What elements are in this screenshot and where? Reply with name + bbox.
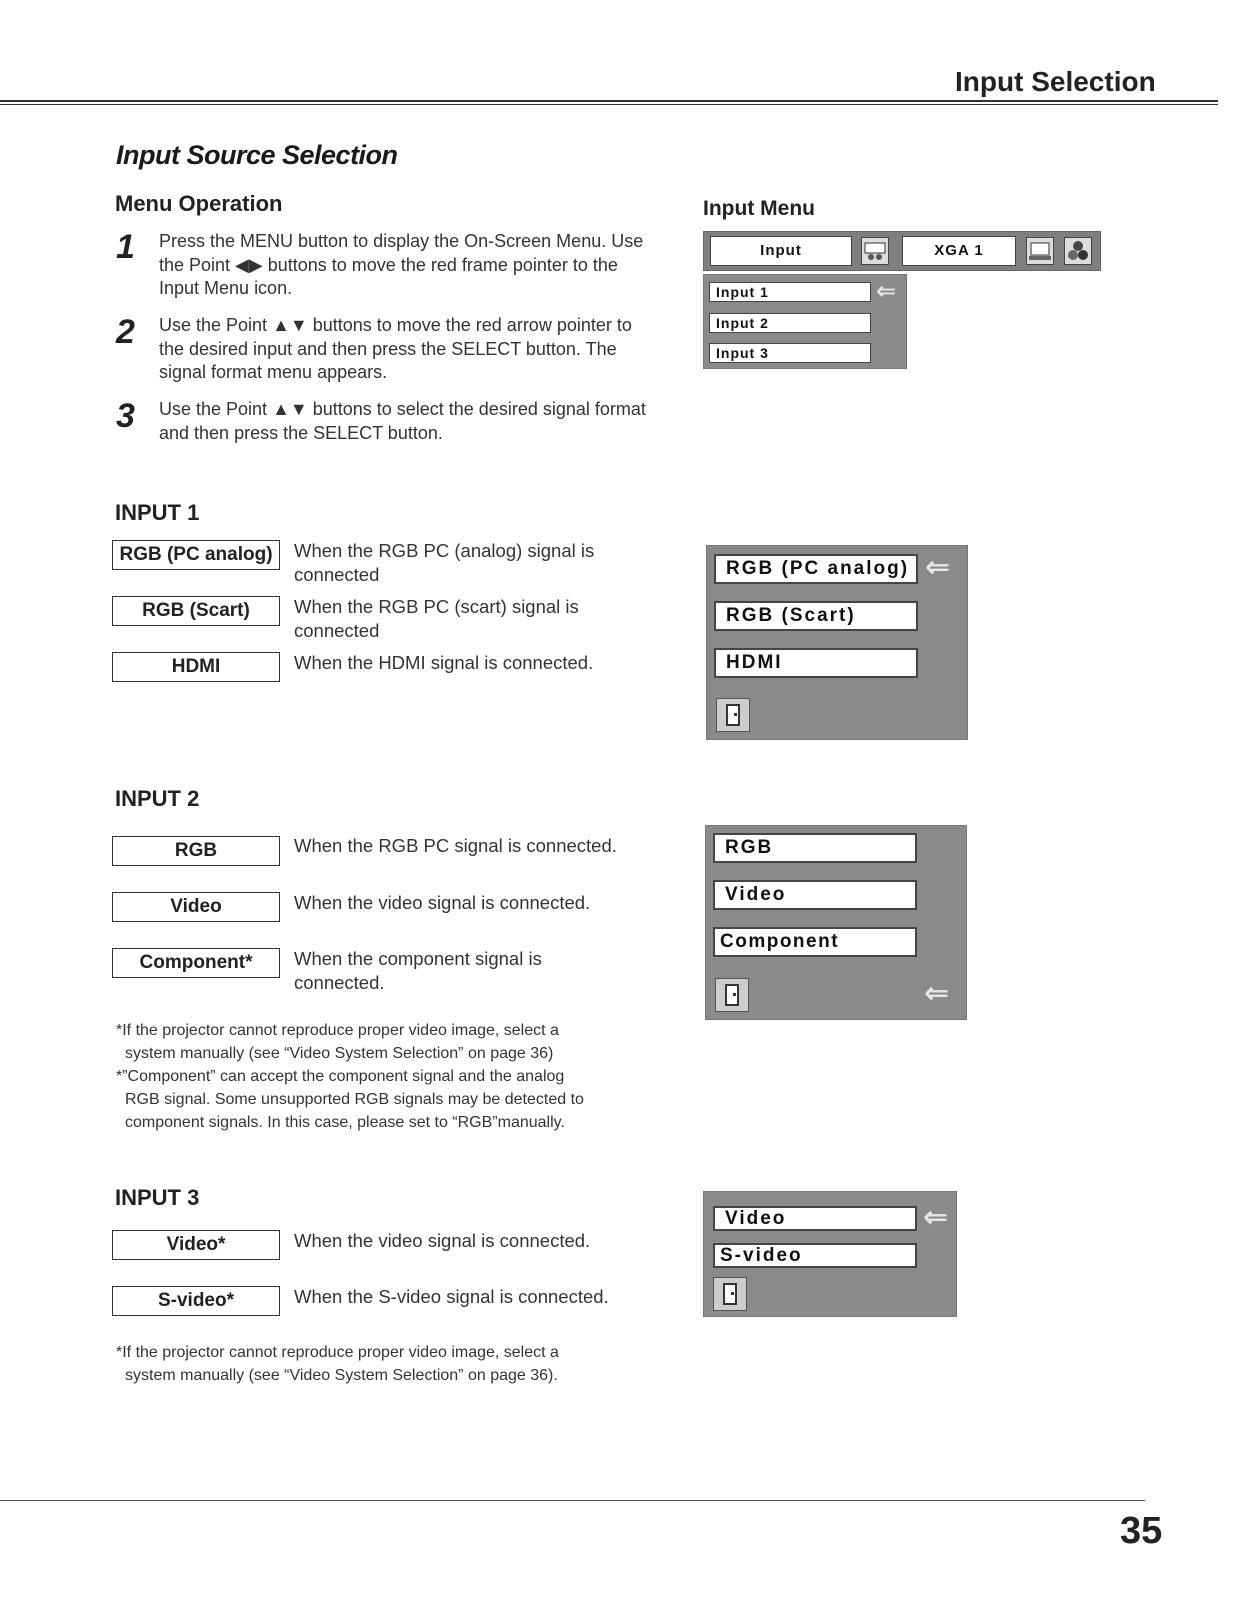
osd-input-item[interactable]: Input 3 xyxy=(709,343,871,363)
pointer-arrow-icon: ⇐ xyxy=(924,977,950,1010)
menu-bar-label: Input xyxy=(710,236,852,266)
option-description: When the video signal is connected. xyxy=(294,892,591,913)
footnote-line: system manually (see “Video System Selection” on page 36). xyxy=(125,1367,558,1384)
header-rule-thin xyxy=(0,104,1218,105)
osd-signal-item[interactable]: RGB xyxy=(713,833,917,863)
step-text: Press the MENU button to display the On-Screen Menu. Use the Point ◀▶ buttons to move the red frame pointer to the Input Menu icon. xyxy=(159,231,644,298)
exit-door-icon[interactable] xyxy=(715,978,749,1012)
pointer-arrow-icon: ⇐ xyxy=(925,551,951,584)
pointer-arrow-icon: ⇐ xyxy=(876,278,897,305)
osd-input-item[interactable]: Input 1 xyxy=(709,282,871,302)
menu-bar-value: XGA 1 xyxy=(902,236,1016,266)
option-description: When the S-video signal is connected. xyxy=(294,1286,609,1307)
step-text: Use the Point ▲▼ buttons to select the desired signal format and then press the SELECT button. xyxy=(159,399,646,443)
footnote-line: system manually (see “Video System Selection” on page 36) xyxy=(125,1045,554,1062)
pointer-arrow-icon: ⇐ xyxy=(923,1201,949,1234)
exit-door-icon[interactable] xyxy=(713,1277,747,1311)
option-label: RGB (PC analog) xyxy=(112,540,280,570)
osd-input1-menu xyxy=(706,545,968,740)
footnote-line: *If the projector cannot reproduce proper video image, select a xyxy=(116,1344,559,1361)
page-number: 35 xyxy=(1120,1510,1163,1552)
osd-signal-item[interactable]: HDMI xyxy=(714,648,918,678)
option-label: RGB xyxy=(112,836,280,866)
option-label: Component* xyxy=(112,948,280,978)
osd-signal-item[interactable]: RGB (PC analog) xyxy=(714,554,918,584)
osd-input3-menu xyxy=(703,1191,957,1317)
option-label: Video xyxy=(112,892,280,922)
footnote-line: *If the projector cannot reproduce proper video image, select a xyxy=(116,1022,559,1039)
step-text: Use the Point ▲▼ buttons to move the red arrow pointer to the desired input and then press the SELECT button. The signal format menu appears. xyxy=(159,315,632,382)
header-rule xyxy=(0,100,1218,102)
osd-signal-item[interactable]: S-video xyxy=(713,1243,917,1268)
osd-menu-bar xyxy=(703,231,1101,271)
option-description: When the HDMI signal is connected. xyxy=(294,652,594,673)
footnote-line: RGB signal. Some unsupported RGB signals may be detected to component signals. In this case, please set to “RGB”manually. xyxy=(125,1091,584,1131)
option-description: When the video signal is connected. xyxy=(294,1230,591,1251)
step-number: 2 xyxy=(116,313,135,351)
option-label: Video* xyxy=(112,1230,280,1260)
step-number: 1 xyxy=(116,228,135,266)
page-header-title: Input Selection xyxy=(955,66,1156,97)
option-description: When the component signal is connected. xyxy=(294,948,542,993)
osd-signal-item[interactable]: RGB (Scart) xyxy=(714,601,918,631)
input-menu-heading: Input Menu xyxy=(703,197,815,220)
pc-adjust-icon xyxy=(1026,237,1054,265)
osd-input-list xyxy=(703,274,907,369)
step-number: 3 xyxy=(116,397,135,435)
option-label: RGB (Scart) xyxy=(112,596,280,626)
option-label: HDMI xyxy=(112,652,280,682)
input3-heading: INPUT 3 xyxy=(115,1185,200,1210)
footnote-line: *”Component” can accept the component signal and the analog xyxy=(116,1068,565,1085)
footnote xyxy=(116,1341,656,1387)
osd-signal-item[interactable]: Video xyxy=(713,1206,917,1231)
option-label: S-video* xyxy=(112,1286,280,1316)
option-description: When the RGB PC signal is connected. xyxy=(294,835,617,856)
section-title: Input Source Selection xyxy=(116,140,398,170)
input2-heading: INPUT 2 xyxy=(115,786,200,811)
osd-input2-menu xyxy=(705,825,967,1020)
option-description: When the RGB PC (analog) signal is connected xyxy=(294,540,595,585)
image-select-icon xyxy=(1064,237,1092,265)
osd-signal-item[interactable]: Video xyxy=(713,880,917,910)
footer-rule xyxy=(0,1500,1145,1501)
exit-door-icon[interactable] xyxy=(716,698,750,732)
footnote xyxy=(116,1019,656,1134)
osd-input-item[interactable]: Input 2 xyxy=(709,313,871,333)
input1-heading: INPUT 1 xyxy=(115,500,200,525)
option-description: When the RGB PC (scart) signal is connected xyxy=(294,596,579,641)
input-menu-icon xyxy=(861,237,889,265)
osd-signal-item[interactable]: Component xyxy=(713,927,917,957)
menu-operation-heading: Menu Operation xyxy=(115,191,283,216)
